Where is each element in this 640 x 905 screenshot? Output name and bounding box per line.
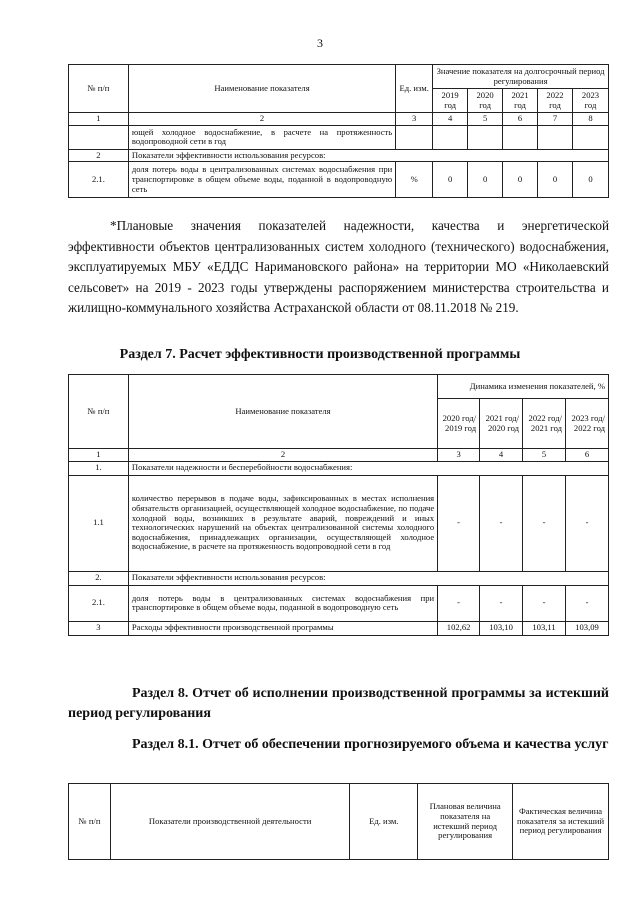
value-cell: 0: [433, 162, 468, 198]
index-cell: 3: [396, 113, 433, 126]
value-cell: 103,10: [480, 621, 523, 635]
value-cell: -: [566, 585, 609, 621]
index-cell: 5: [468, 113, 503, 126]
value-cell: -: [480, 475, 523, 571]
row-num: 1.1: [69, 475, 129, 571]
value-cell: 0: [538, 162, 573, 198]
header-name: Показатели производственной деятельности: [110, 784, 349, 860]
index-cell: 3: [438, 449, 480, 462]
header-unit: Ед. изм.: [396, 65, 433, 113]
row-num: 1.: [69, 461, 129, 475]
row-num: 2.1.: [69, 162, 129, 198]
header-period: 2021 год/ 2020 год: [480, 399, 523, 449]
index-cell: 7: [538, 113, 573, 126]
efficiency-table: [68, 374, 609, 636]
value-cell: -: [438, 475, 480, 571]
row-name: доля потерь воды в централизованных системах водоснабжения при транспортировке в общем объеме воды, поданной в водопроводную сеть: [128, 585, 437, 621]
table-row: [69, 149, 609, 162]
header-year: 2022 год: [538, 89, 573, 113]
section-7-title: Раздел 7. Расчет эффективности производственной программы: [119, 347, 521, 362]
row-unit: %: [396, 162, 433, 198]
report-table: [68, 783, 609, 860]
section-8-1-title: Раздел 8.1. Отчет об обеспечении прогнозируемого объема и качества услуг: [132, 737, 609, 752]
row-name: доля потерь воды в централизованных системах водоснабжения при транспортировке в общем объеме воды, поданной в водопроводную сеть: [128, 162, 395, 198]
continued-text: ющей холодное водоснабжение, в расчете на протяженность водопроводной сети в год: [128, 125, 395, 149]
value-cell: 0: [503, 162, 538, 198]
index-cell: 4: [480, 449, 523, 462]
header-group: Значение показателя на долгосрочный период регулирования: [433, 65, 609, 89]
section-8-title: Раздел 8. Отчет об исполнении производственной программы за истекший период регулирования: [68, 686, 609, 721]
index-cell: 2: [128, 449, 437, 462]
row-num: 2.1.: [69, 585, 129, 621]
index-cell: 4: [433, 113, 468, 126]
index-cell: 6: [566, 449, 609, 462]
table-row: [69, 621, 609, 635]
table-row: [69, 475, 609, 571]
page-number: 3: [317, 36, 323, 50]
table-row: [69, 461, 609, 475]
table-row: [69, 162, 609, 198]
row-num: 3: [69, 621, 129, 635]
row-name: Расходы эффективности производственной программы: [128, 621, 437, 635]
value-cell: 103,09: [566, 621, 609, 635]
header-unit: Ед. изм.: [350, 784, 418, 860]
long-term-indicators-table: [68, 64, 609, 198]
section-title: Показатели надежности и бесперебойности водоснабжения:: [128, 461, 608, 475]
index-cell: 6: [503, 113, 538, 126]
table-row: [69, 125, 609, 149]
index-cell: 5: [523, 449, 566, 462]
header-year: 2023 год: [572, 89, 608, 113]
section-title: Показатели эффективности использования ресурсов:: [128, 571, 608, 585]
header-num: № п/п: [69, 65, 129, 113]
index-cell: 1: [69, 449, 129, 462]
value-cell: 103,11: [523, 621, 566, 635]
header-period: 2023 год/ 2022 год: [566, 399, 609, 449]
header-name: Наименование показателя: [128, 65, 395, 113]
value-cell: -: [523, 585, 566, 621]
row-num: 2: [69, 149, 129, 162]
header-name: Наименование показателя: [128, 375, 437, 449]
row-num: 2.: [69, 571, 129, 585]
value-cell: -: [438, 585, 480, 621]
value-cell: 102,62: [438, 621, 480, 635]
header-year: 2020 год: [468, 89, 503, 113]
header-num: № п/п: [69, 784, 111, 860]
index-cell: 1: [69, 113, 129, 126]
header-period: 2022 год/ 2021 год: [523, 399, 566, 449]
value-cell: -: [480, 585, 523, 621]
header-num: № п/п: [69, 375, 129, 449]
index-cell: 8: [572, 113, 608, 126]
header-group: Динамика изменения показателей, %: [438, 375, 609, 399]
value-cell: -: [523, 475, 566, 571]
header-plan: Плановая величина показателя на истекший период регулирования: [418, 784, 513, 860]
header-year: 2021 год: [503, 89, 538, 113]
header-period: 2020 год/ 2019 год: [438, 399, 480, 449]
value-cell: -: [566, 475, 609, 571]
header-fact: Фактическая величина показателя за истекший период регулирования: [513, 784, 609, 860]
header-year: 2019 год: [433, 89, 468, 113]
footnote-paragraph: *Плановые значения показателей надежности, качества и энергетической эффективности объектов централизованных систем холодного (технического) водоснабжения, эксплуатируемых МБУ «ЕДДС Наримановского района» на территории МО «Николаевский сельсовет» на 2019 - 2023 годы утверждены распоряжением министерства строительства и жилищно-коммунального хозяйства Астраханской области от 08.11.2018 № 219.: [68, 218, 609, 315]
value-cell: 0: [572, 162, 608, 198]
index-cell: 2: [128, 113, 395, 126]
table-row: [69, 585, 609, 621]
section-title: Показатели эффективности использования ресурсов:: [128, 149, 608, 162]
value-cell: 0: [468, 162, 503, 198]
table-row: [69, 571, 609, 585]
row-name: количество перерывов в подаче воды, зафиксированных в местах исполнения обязательств организацией, осуществляющей холодное водоснабжение, по подаче холодной воды, возникших в результате аварий, повреждений и иных технологических нарушений на объектах централизованной системы холодного водоснабжения, принадлежащих организации, осуществляющей холодное водоснабжение, в расчете на протяженность водопроводной сети в год: [128, 475, 437, 571]
